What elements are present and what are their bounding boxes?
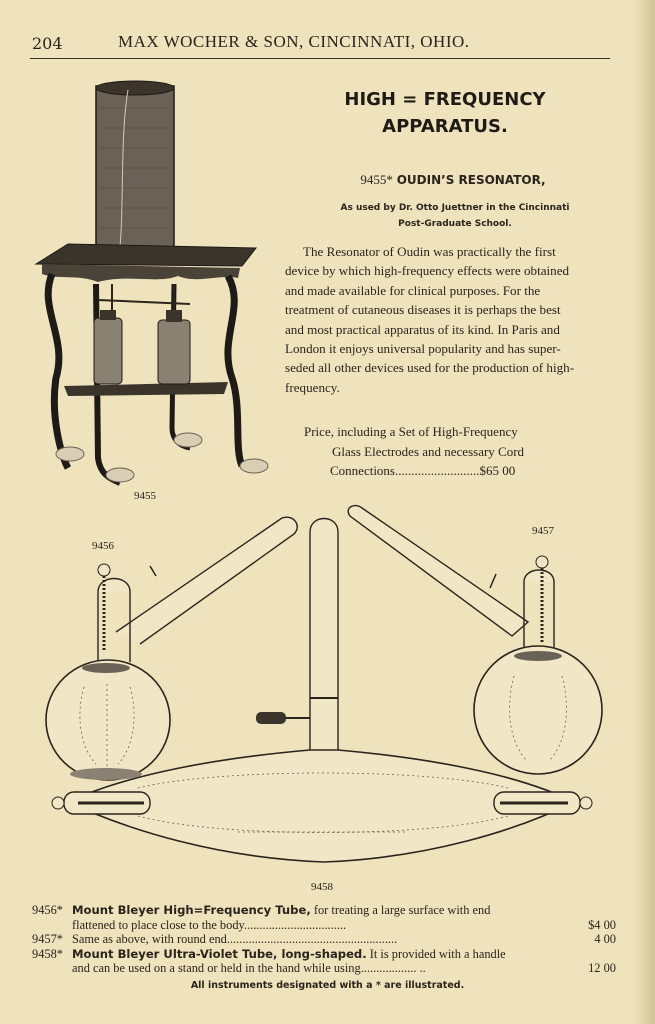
item-description — [72, 947, 506, 962]
item-code: 9457* — [32, 932, 63, 946]
price-line-2: Glass Electrodes and necessary Cord — [332, 443, 525, 459]
item-code: 9456* — [32, 903, 63, 917]
description-line: and most practical apparatus of its kind. In Paris and — [285, 321, 560, 337]
used-by-line-2: Post-Graduate School. — [398, 219, 512, 229]
product-heading — [300, 172, 606, 188]
description-line: The Resonator of Oudin was practically the first — [303, 244, 556, 259]
description-line: treatment of cutaneous diseases it is perhaps the best — [285, 302, 561, 318]
item-row-9456 — [30, 903, 620, 918]
page-header — [30, 30, 610, 59]
long-tube-illustration — [48, 512, 594, 876]
item-description-line-2: and can be used on a stand or held in the hand while using.................. .. — [72, 961, 426, 975]
figure-label-9455: 9455 — [134, 490, 156, 502]
item-name: Mount Bleyer High=Frequency Tube, — [72, 903, 311, 917]
description-line: seded all other devices used for the production of high- — [285, 360, 575, 376]
item-description: Same as above, with round end....................................................... — [72, 932, 398, 946]
description-line: and made available for clinical purposes. For the — [285, 282, 541, 298]
figure-label-9457: 9457 — [532, 525, 554, 537]
figure-label-9458: 9458 — [311, 881, 333, 893]
title-line-2: APPARATUS. — [382, 116, 508, 137]
item-row-9456-cont — [30, 918, 620, 933]
description-line: London it enjoys universal popularity and has super- — [285, 341, 561, 357]
title-line-1: HIGH = FREQUENCY — [344, 89, 546, 110]
price-line-3: Connections..........................$65 00 — [330, 463, 516, 478]
product-used-by — [300, 200, 610, 232]
item-row-9458 — [30, 947, 620, 962]
description-line: frequency. — [285, 379, 340, 395]
product-number: 9455* — [360, 172, 393, 187]
oudin-resonator-illustration — [28, 78, 273, 498]
item-code: 9458* — [32, 946, 63, 961]
product-price — [304, 422, 604, 481]
description-line: device by which high-frequency effects were obtained — [285, 263, 570, 279]
item-name: Mount Bleyer Ultra-Violet Tube, long-shaped. — [72, 946, 367, 961]
figure-label-9456: 9456 — [92, 540, 114, 552]
item-list — [30, 903, 620, 976]
running-title: MAX WOCHER & SON, CINCINNATI, OHIO. — [118, 32, 470, 51]
page-edge-shadow — [633, 0, 655, 1024]
page-title — [310, 86, 580, 140]
product-name: OUDIN’S RESONATOR, — [396, 173, 546, 187]
item-rest: for treating a large surface with end — [310, 903, 491, 917]
item-rest: It is provided with a handle — [366, 946, 506, 961]
item-price: 4 00 — [594, 932, 616, 946]
item-row-9457 — [30, 932, 620, 947]
product-description — [285, 242, 615, 397]
item-description — [72, 903, 490, 918]
page-number: 204 — [32, 34, 63, 53]
item-row-9458-cont — [30, 961, 620, 976]
footer-note: All instruments designated with a * are illustrated. — [190, 980, 465, 991]
used-by-line-1: As used by Dr. Otto Juettner in the Cincinnati — [340, 203, 570, 213]
item-description-line-2: flattened to place close to the body................................. — [72, 917, 347, 932]
item-price: 12 00 — [588, 961, 616, 975]
price-line-1: Price, including a Set of High-Frequency — [304, 424, 518, 439]
item-price: $4 00 — [588, 917, 616, 932]
